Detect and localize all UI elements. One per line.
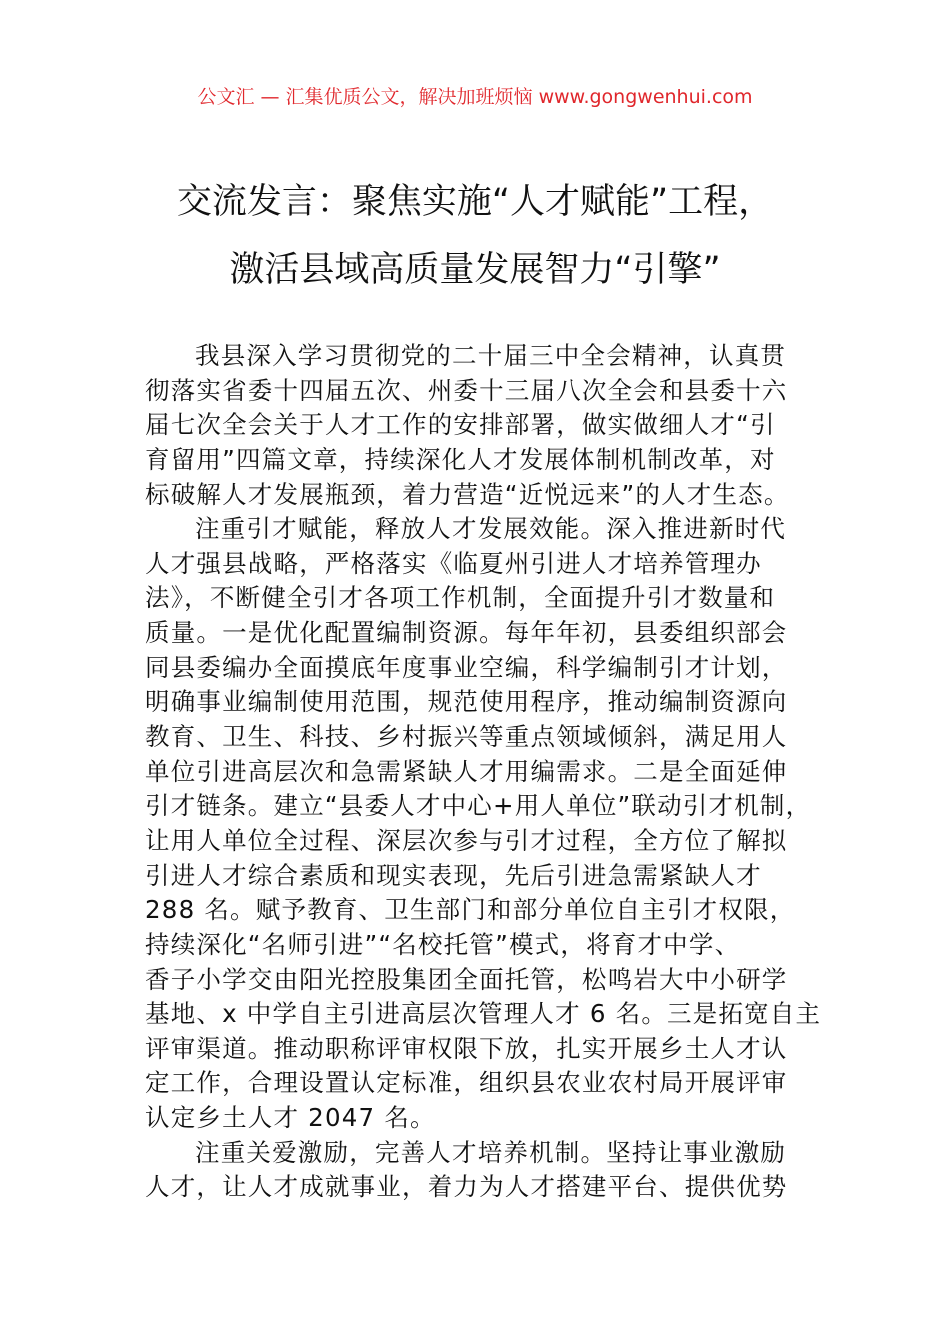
paragraph-line: 质量。一是优化配置编制资源。每年年初，县委组织部会 (145, 618, 788, 648)
paragraph (145, 339, 825, 512)
document-title-line-2: 激活县域高质量发展智力“引擎” (229, 250, 721, 290)
paragraph-line: 育留用”四篇文章，持续深化人才发展体制机制改革，对 (145, 444, 776, 474)
paragraph-line: 法》，不断健全引才各项工作机制，全面提升引才数量和 (145, 583, 776, 613)
paragraph (145, 1136, 825, 1205)
paragraph-line: 引进人才综合素质和现实表现，先后引进急需紧缺人才 (145, 860, 762, 890)
paragraph-line: 人才，让人才成就事业，着力为人才搭建平台、提供优势 (145, 1172, 788, 1202)
paragraph-line: 标破解人才发展瓶颈，着力营造“近悦远来”的人才生态。 (145, 479, 790, 509)
paragraph-line: 注重引才赋能，释放人才发展效能。深入推进新时代 (195, 514, 787, 544)
paragraph-line: 注重关爱激励，完善人才培养机制。坚持让事业激励 (195, 1137, 787, 1167)
paragraph-line: 人才强县战略，严格落实《临夏州引进人才培养管理办 (145, 548, 762, 578)
paragraph-line: 认定乡土人才 2047 名。 (145, 1103, 436, 1133)
paragraph-line: 定工作，合理设置认定标准，组织县农业农村局开展评审 (145, 1068, 788, 1098)
paragraph-line: 彻落实省委十四届五次、州委十三届八次全会和县委十六 (145, 375, 788, 405)
paragraph-line: 同县委编办全面摸底年度事业空编，科学编制引才计划， (145, 652, 788, 682)
paragraph-line: 基地、x 中学自主引进高层次管理人才 6 名。三是拓宽自主 (145, 999, 822, 1029)
paragraph-line: 香子小学交由阳光控股集团全面托管，松鸣岩大中小研学 (145, 964, 788, 994)
paragraph-line: 届七次全会关于人才工作的安排部署，做实做细人才“引 (145, 410, 776, 440)
paragraph-line: 持续深化“名师引进”“名校托管”模式，将育才中学、 (145, 929, 741, 959)
paragraph (145, 512, 825, 1136)
paragraph-line: 引才链条。建立“县委人才中心+用人单位”联动引才机制， (145, 791, 812, 821)
paragraph-line: 单位引进高层次和急需紧缺人才用编需求。二是全面延伸 (145, 756, 788, 786)
paragraph-line: 让用人单位全过程、深层次参与引才过程，全方位了解拟 (145, 825, 788, 855)
paragraph-line: 288 名。赋予教育、卫生部门和部分单位自主引才权限， (145, 895, 796, 925)
paragraph-line: 明确事业编制使用范围，规范使用程序，推动编制资源向 (145, 687, 788, 717)
watermark-header: 公文汇 — 汇集优质公文，解决加班烦恼 www.gongwenhui.com (197, 86, 753, 108)
document-title-line-1: 交流发言：聚焦实施“人才赋能”工程， (176, 182, 774, 222)
paragraph-line: 评审渠道。推动职称评审权限下放，扎实开展乡土人才认 (145, 1033, 788, 1063)
paragraph-line: 我县深入学习贯彻党的二十届三中全会精神，认真贯 (195, 341, 787, 370)
paragraph-line: 教育、卫生、科技、乡村振兴等重点领域倾斜，满足用人 (145, 722, 788, 752)
document-body (145, 339, 825, 1205)
